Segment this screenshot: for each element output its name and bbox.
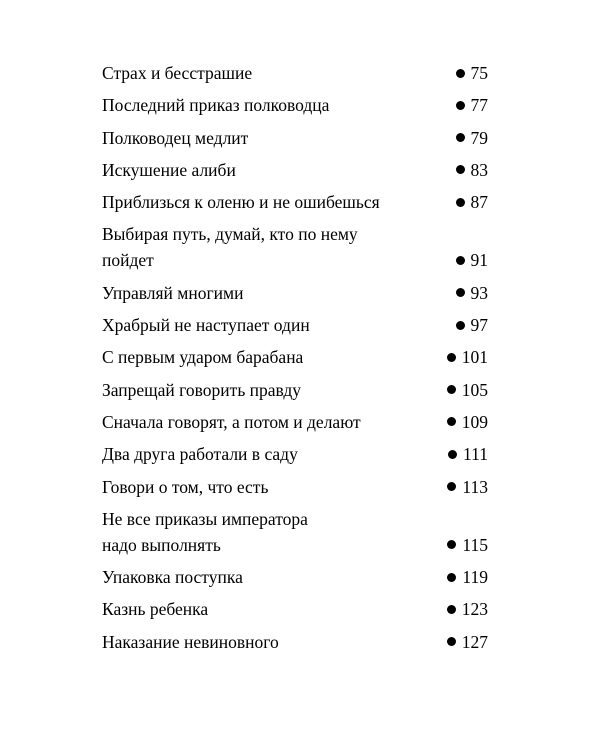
bullet-dot-icon <box>456 198 465 207</box>
toc-page-ref <box>447 596 488 622</box>
toc-entry-title <box>102 506 308 558</box>
toc-entry-title-line: Полководец медлит <box>102 127 249 148</box>
toc-entry-title <box>102 280 243 306</box>
bullet-dot-icon <box>447 573 456 582</box>
toc-entry <box>102 409 488 435</box>
toc-entry-title-line: Сначала говорят, а потом и делают <box>102 411 361 432</box>
toc-page-number: 105 <box>461 379 488 400</box>
table-of-contents <box>102 60 488 661</box>
toc-entry <box>102 125 488 151</box>
toc-page-ref <box>447 629 488 655</box>
toc-entry <box>102 564 488 590</box>
toc-page-ref <box>447 409 488 435</box>
toc-page-number: 75 <box>470 63 488 83</box>
toc-page-number: 87 <box>470 192 488 213</box>
toc-entry <box>102 312 488 338</box>
toc-entry-title <box>102 596 208 622</box>
toc-entry-title-line: Упаковка поступка <box>102 567 243 588</box>
toc-entry-title-line: пойдет <box>102 250 154 271</box>
toc-entry <box>102 596 488 622</box>
toc-entry-title <box>102 125 248 151</box>
toc-entry <box>102 221 488 273</box>
bullet-dot-icon <box>456 101 465 110</box>
bullet-dot-icon <box>456 69 465 78</box>
toc-page-ref <box>456 92 489 118</box>
bullet-dot-icon <box>456 321 465 330</box>
toc-entry <box>102 474 488 500</box>
toc-entry <box>102 441 488 467</box>
toc-entry-title-line: Храбрый не наступает один <box>102 315 310 336</box>
toc-entry-title-line: Говори о том, что есть <box>102 476 269 497</box>
toc-page-number: 111 <box>463 444 488 465</box>
toc-entry-title-line: Выбирая путь, думай, кто по нему <box>102 224 358 245</box>
toc-entry-title-line: Приблизься к оленю и не ошибешься <box>102 192 380 213</box>
bullet-dot-icon <box>456 288 465 297</box>
toc-page-ref <box>456 60 489 86</box>
toc-entry-title <box>102 189 380 215</box>
bullet-dot-icon <box>447 605 456 614</box>
toc-entry-title-line: Искушение алиби <box>102 159 236 180</box>
toc-entry-title <box>102 312 310 338</box>
toc-page-ref <box>447 344 488 370</box>
toc-entry-title-line: Запрещай говорить правду <box>102 379 302 400</box>
toc-entry-title-line: надо выполнять <box>102 534 221 555</box>
toc-entry-title <box>102 377 301 403</box>
toc-entry-title <box>102 157 236 183</box>
toc-page-ref <box>456 280 489 306</box>
toc-page-number: 109 <box>461 411 488 432</box>
toc-page-number: 113 <box>462 476 488 497</box>
toc-entry <box>102 92 488 118</box>
toc-page-ref <box>456 157 489 183</box>
toc-page-ref <box>456 312 489 338</box>
toc-entry <box>102 377 488 403</box>
bullet-dot-icon <box>456 133 465 142</box>
toc-entry-title-line: Страх и бесстрашие <box>102 63 253 83</box>
toc-entry-title <box>102 564 243 590</box>
toc-page-ref <box>447 532 488 558</box>
toc-entry-title <box>102 474 268 500</box>
toc-entry-title <box>102 629 279 655</box>
toc-page-ref <box>447 564 488 590</box>
bullet-dot-icon <box>448 450 457 459</box>
toc-entry-title <box>102 441 298 467</box>
toc-page-number: 79 <box>470 127 488 148</box>
toc-entry <box>102 506 488 558</box>
bullet-dot-icon <box>456 165 465 174</box>
toc-page-number: 83 <box>470 159 488 180</box>
toc-page-number: 93 <box>470 282 488 303</box>
toc-page-ref <box>447 474 488 500</box>
toc-page-number: 123 <box>461 599 488 620</box>
toc-entry-title-line: Управляй многими <box>102 282 244 303</box>
bullet-dot-icon <box>447 482 456 491</box>
toc-entry <box>102 629 488 655</box>
toc-entry <box>102 189 488 215</box>
bullet-dot-icon <box>456 256 465 265</box>
bullet-dot-icon <box>447 417 456 426</box>
toc-entry <box>102 344 488 370</box>
toc-page-number: 127 <box>461 631 488 652</box>
toc-page-ref <box>448 441 488 467</box>
toc-page-number: 101 <box>461 347 488 368</box>
toc-entry-title <box>102 60 252 86</box>
toc-entry-title-line: Не все приказы императора <box>102 508 308 529</box>
toc-entry-title-line: Наказание невиновного <box>102 631 279 652</box>
toc-page-ref <box>447 377 488 403</box>
toc-entry <box>102 157 488 183</box>
toc-entry-title <box>102 92 329 118</box>
toc-entry <box>102 280 488 306</box>
toc-page-number: 97 <box>470 315 488 336</box>
toc-entry-title <box>102 221 358 273</box>
bullet-dot-icon <box>447 353 456 362</box>
toc-page-number: 115 <box>462 534 488 555</box>
toc-entry-title <box>102 344 303 370</box>
toc-entry-title-line: Казнь ребенка <box>102 599 209 620</box>
toc-page-number: 119 <box>462 567 488 588</box>
bullet-dot-icon <box>447 540 456 549</box>
bullet-dot-icon <box>447 385 456 394</box>
bullet-dot-icon <box>447 637 456 646</box>
toc-page-ref <box>456 125 489 151</box>
toc-page-number: 77 <box>470 95 488 116</box>
toc-page-ref <box>456 189 489 215</box>
toc-page-ref <box>456 247 489 273</box>
toc-entry <box>102 60 488 86</box>
toc-entry-title-line: Два друга работали в саду <box>102 444 298 465</box>
toc-page-number: 91 <box>470 250 488 271</box>
toc-entry-title <box>102 409 361 435</box>
toc-entry-title-line: С первым ударом барабана <box>102 347 304 368</box>
toc-entry-title-line: Последний приказ полководца <box>102 95 330 116</box>
